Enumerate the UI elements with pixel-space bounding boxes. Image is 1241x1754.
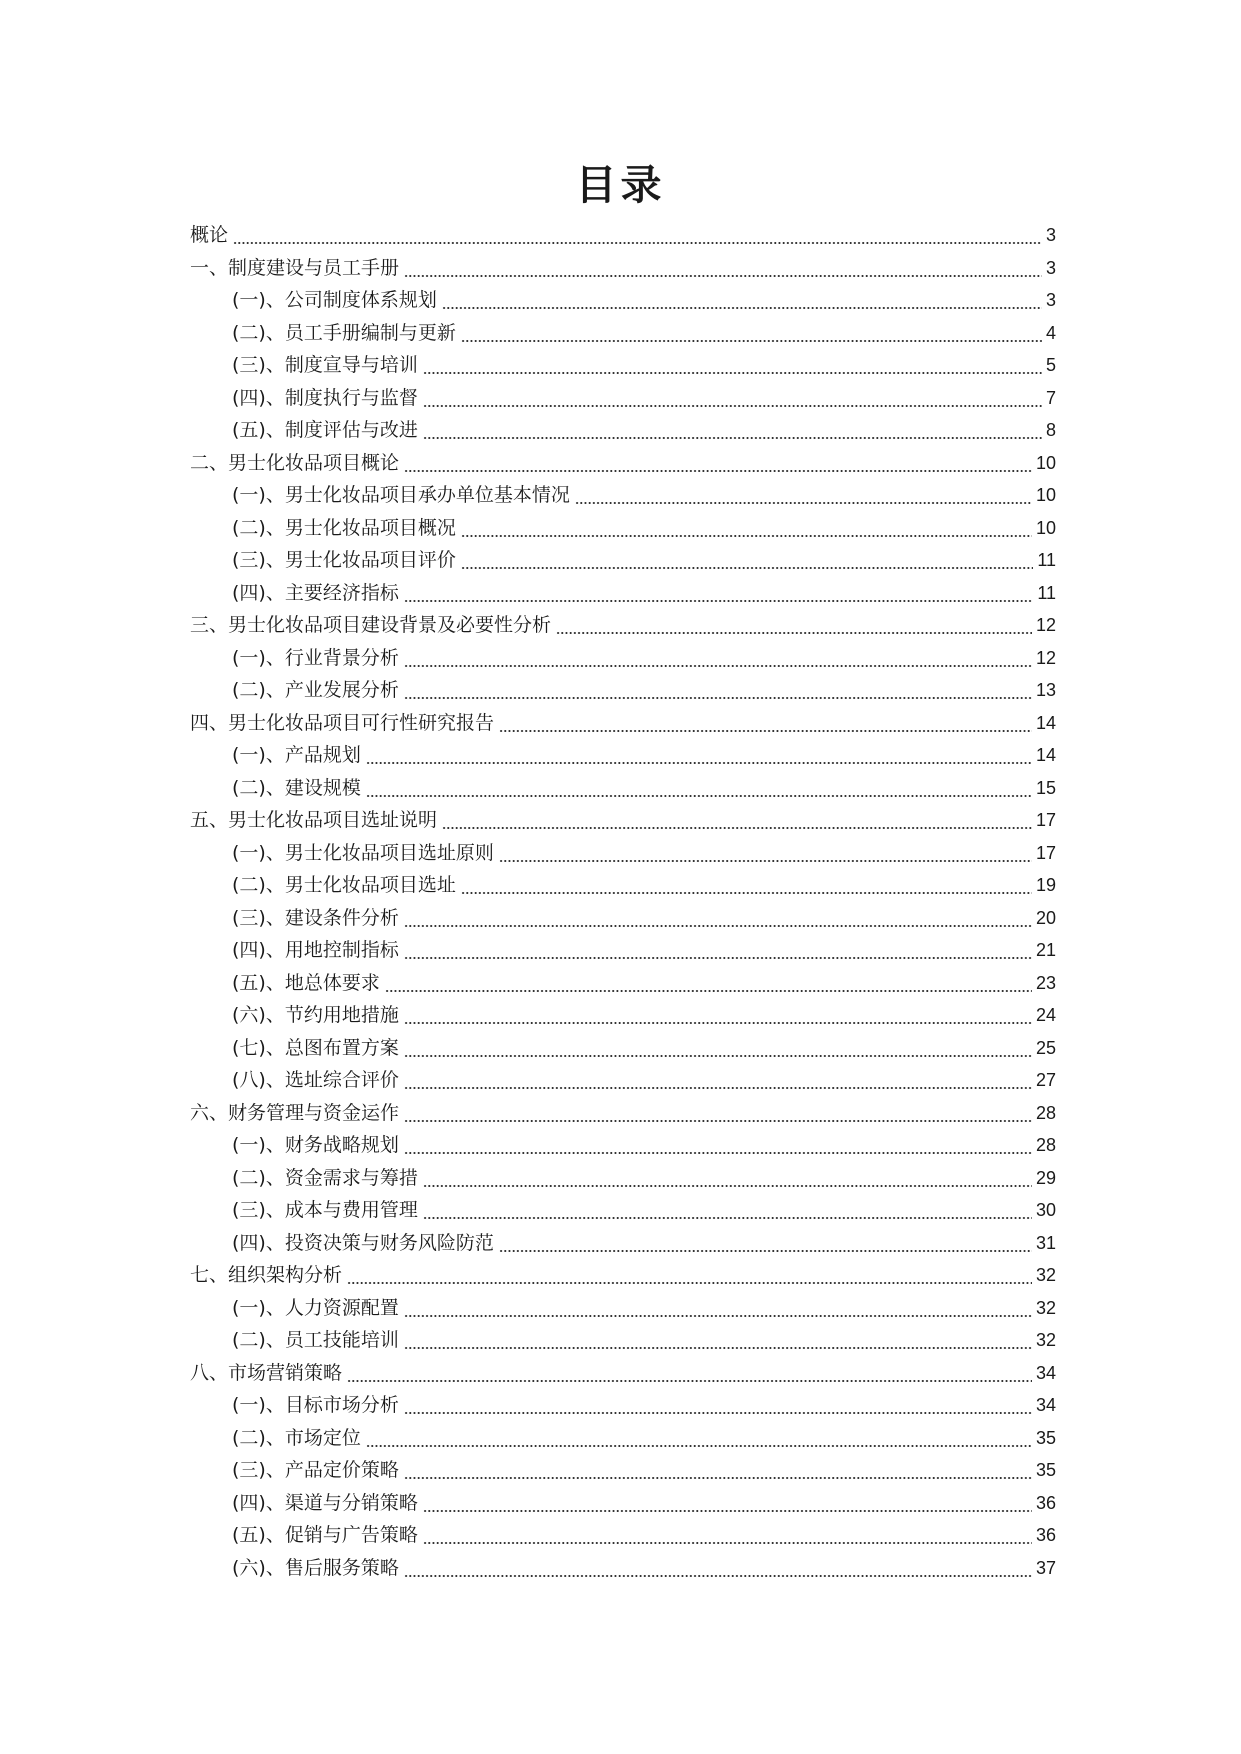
toc-entry-page-number: 28	[1035, 1135, 1056, 1155]
toc-entry[interactable]	[190, 219, 1056, 252]
toc-entry-label: (一)、男士化妆品项目选址原则	[232, 841, 494, 864]
toc-entry-label: (二)、男士化妆品项目概况	[232, 516, 456, 539]
toc-entry-page-number: 3	[1045, 225, 1056, 245]
toc-entry-page-number: 10	[1035, 517, 1056, 538]
toc-entry[interactable]	[190, 642, 1056, 675]
toc-list	[190, 219, 1056, 1584]
toc-entry[interactable]	[190, 1552, 1056, 1585]
toc-entry-label: 三、男士化妆品项目建设背景及必要性分析	[190, 614, 552, 636]
toc-entry-label: (一)、目标市场分析	[232, 1394, 399, 1416]
toc-entry-page-number: 8	[1045, 420, 1056, 440]
dot-leader	[404, 923, 1032, 929]
dot-leader	[499, 858, 1032, 864]
dot-leader	[404, 1053, 1032, 1059]
toc-entry-page-number: 27	[1035, 1070, 1056, 1090]
dot-leader	[347, 1280, 1032, 1286]
dot-leader	[423, 1508, 1032, 1514]
dot-leader	[404, 1150, 1032, 1156]
toc-entry-label: (三)、男士化妆品项目评价	[232, 549, 456, 571]
toc-entry[interactable]	[190, 1487, 1056, 1520]
toc-entry[interactable]	[190, 772, 1056, 805]
dot-leader	[575, 500, 1032, 506]
toc-entry-page-number: 35	[1035, 1427, 1056, 1448]
toc-entry-page-number: 29	[1035, 1167, 1056, 1188]
toc-entry-page-number: 11	[1037, 550, 1056, 570]
dot-leader	[404, 1345, 1032, 1351]
toc-entry[interactable]	[190, 1162, 1056, 1195]
toc-entry-label: (二)、男士化妆品项目选址	[232, 874, 456, 896]
toc-entry-label: (四)、主要经济指标	[232, 581, 399, 604]
toc-entry-label: (四)、渠道与分销策略	[232, 1491, 418, 1514]
toc-entry[interactable]	[190, 1064, 1056, 1097]
toc-entry[interactable]	[190, 1292, 1056, 1325]
toc-entry-label: 概论	[190, 224, 229, 246]
toc-entry[interactable]	[190, 869, 1056, 902]
toc-entry-page-number: 11	[1037, 582, 1056, 603]
dot-leader	[404, 273, 1042, 279]
toc-entry-label: (一)、人力资源配置	[232, 1296, 399, 1319]
toc-entry-label: (三)、成本与费用管理	[232, 1199, 418, 1221]
toc-entry-label: (二)、产业发展分析	[232, 679, 399, 701]
toc-entry-page-number: 14	[1035, 745, 1056, 765]
toc-entry-page-number: 5	[1045, 355, 1056, 375]
toc-entry[interactable]	[190, 414, 1056, 447]
toc-entry-label: (二)、员工技能培训	[232, 1329, 399, 1351]
dot-leader	[404, 1118, 1032, 1124]
toc-entry-label: (三)、制度宣导与培训	[232, 354, 418, 376]
toc-entry[interactable]	[190, 902, 1056, 935]
toc-entry-label: 四、男士化妆品项目可行性研究报告	[190, 711, 495, 734]
dot-leader	[404, 1020, 1032, 1026]
dot-leader	[423, 370, 1042, 376]
dot-leader	[423, 1540, 1032, 1546]
dot-leader	[404, 1085, 1032, 1091]
toc-entry[interactable]	[190, 1357, 1056, 1390]
toc-entry-label: (四)、用地控制指标	[232, 939, 399, 961]
toc-entry-page-number: 34	[1035, 1395, 1056, 1415]
toc-entry-label: (一)、产品规划	[232, 744, 361, 766]
dot-leader	[461, 533, 1032, 539]
toc-entry-page-number: 10	[1035, 485, 1056, 505]
toc-entry-label: 八、市场营销策略	[190, 1361, 343, 1384]
toc-entry-page-number: 10	[1035, 452, 1056, 473]
dot-leader	[423, 1215, 1032, 1221]
toc-entry-label: 二、男士化妆品项目概论	[190, 451, 400, 474]
dot-leader	[404, 468, 1032, 474]
toc-entry-page-number: 28	[1035, 1102, 1056, 1123]
toc-entry-page-number: 36	[1035, 1525, 1056, 1545]
toc-entry[interactable]	[190, 479, 1056, 512]
dot-leader	[404, 695, 1032, 701]
toc-entry-label: (二)、建设规模	[232, 776, 361, 799]
dot-leader	[499, 1248, 1032, 1254]
toc-entry-label: 一、制度建设与员工手册	[190, 256, 400, 279]
toc-entry[interactable]	[190, 349, 1056, 382]
toc-entry[interactable]	[190, 447, 1056, 480]
dot-leader	[366, 760, 1032, 766]
toc-entry[interactable]	[190, 1097, 1056, 1130]
toc-entry-label: (四)、投资决策与财务风险防范	[232, 1231, 494, 1254]
toc-entry-page-number: 30	[1035, 1200, 1056, 1220]
toc-entry[interactable]	[190, 1519, 1056, 1552]
toc-entry[interactable]	[190, 284, 1056, 317]
toc-entry-label: (六)、售后服务策略	[232, 1556, 399, 1579]
toc-entry-page-number: 34	[1035, 1362, 1056, 1383]
toc-entry-label: (八)、选址综合评价	[232, 1069, 399, 1091]
dot-leader	[499, 728, 1032, 734]
toc-entry-page-number: 21	[1035, 940, 1056, 960]
dot-leader	[423, 435, 1042, 441]
toc-entry-page-number: 13	[1035, 680, 1056, 700]
toc-entry-label: (七)、总图布置方案	[232, 1036, 399, 1059]
toc-entry-page-number: 17	[1035, 842, 1056, 863]
toc-entry[interactable]	[190, 1032, 1056, 1065]
toc-entry[interactable]	[190, 1194, 1056, 1227]
toc-entry[interactable]	[190, 804, 1056, 837]
toc-entry[interactable]	[190, 934, 1056, 967]
dot-leader	[404, 1475, 1032, 1481]
toc-entry-page-number: 12	[1035, 615, 1056, 635]
dot-leader	[442, 305, 1042, 311]
dot-leader	[404, 598, 1033, 604]
dot-leader	[366, 1443, 1032, 1449]
toc-entry-page-number: 24	[1035, 1005, 1056, 1025]
dot-leader	[461, 565, 1033, 571]
toc-entry-page-number: 25	[1035, 1037, 1056, 1058]
toc-entry[interactable]	[190, 1422, 1056, 1455]
toc-entry-label: (三)、建设条件分析	[232, 906, 399, 929]
toc-entry-label: (一)、公司制度体系规划	[232, 289, 437, 311]
dot-leader	[385, 988, 1032, 994]
toc-title: 目录	[575, 161, 666, 209]
toc-entry[interactable]	[190, 577, 1056, 610]
toc-entry-label: (一)、男士化妆品项目承办单位基本情况	[232, 484, 570, 506]
toc-entry-label: (二)、市场定位	[232, 1426, 361, 1449]
dot-leader	[404, 1410, 1032, 1416]
toc-entry-page-number: 32	[1035, 1330, 1056, 1350]
toc-entry[interactable]	[190, 707, 1056, 740]
toc-entry-page-number: 7	[1045, 387, 1056, 408]
toc-entry[interactable]	[190, 252, 1056, 285]
toc-entry-page-number: 37	[1035, 1557, 1056, 1578]
dot-leader	[404, 1313, 1032, 1319]
toc-entry-page-number: 20	[1035, 907, 1056, 928]
toc-entry-label: (一)、行业背景分析	[232, 646, 399, 669]
toc-entry-page-number: 3	[1045, 290, 1056, 310]
dot-leader	[233, 240, 1042, 246]
dot-leader	[423, 1183, 1032, 1189]
toc-entry[interactable]	[190, 1259, 1056, 1292]
toc-entry-label: (三)、产品定价策略	[232, 1459, 399, 1481]
toc-entry-label: (五)、制度评估与改进	[232, 419, 418, 441]
toc-entry-label: 五、男士化妆品项目选址说明	[190, 809, 438, 831]
toc-entry-label: (六)、节约用地措施	[232, 1004, 399, 1026]
dot-leader	[556, 630, 1032, 636]
toc-entry-page-number: 17	[1035, 810, 1056, 830]
toc-entry-label: (五)、促销与广告策略	[232, 1524, 418, 1546]
toc-entry[interactable]	[190, 739, 1056, 772]
toc-entry-label: (二)、员工手册编制与更新	[232, 321, 456, 344]
toc-entry[interactable]	[190, 1324, 1056, 1357]
toc-entry[interactable]	[190, 674, 1056, 707]
toc-entry-label: (五)、地总体要求	[232, 971, 380, 994]
toc-entry-page-number: 36	[1035, 1492, 1056, 1513]
dot-leader	[366, 793, 1032, 799]
toc-entry[interactable]	[190, 317, 1056, 350]
toc-entry[interactable]	[190, 382, 1056, 415]
dot-leader	[347, 1378, 1032, 1384]
toc-entry-page-number: 19	[1035, 875, 1056, 895]
toc-entry-page-number: 12	[1035, 647, 1056, 668]
toc-entry[interactable]	[190, 1389, 1056, 1422]
toc-entry-page-number: 32	[1035, 1297, 1056, 1318]
dot-leader	[404, 1573, 1032, 1579]
toc-entry-page-number: 15	[1035, 777, 1056, 798]
toc-entry-page-number: 35	[1035, 1460, 1056, 1480]
toc-entry[interactable]	[190, 837, 1056, 870]
dot-leader	[404, 663, 1032, 669]
toc-entry-page-number: 3	[1045, 257, 1056, 278]
toc-entry-label: (一)、财务战略规划	[232, 1134, 399, 1156]
dot-leader	[423, 403, 1042, 409]
dot-leader	[461, 338, 1042, 344]
toc-entry[interactable]	[190, 1454, 1056, 1487]
toc-entry-page-number: 31	[1035, 1232, 1056, 1253]
toc-entry-label: 六、财务管理与资金运作	[190, 1101, 400, 1124]
toc-entry-page-number: 4	[1045, 322, 1056, 343]
toc-entry[interactable]	[190, 999, 1056, 1032]
toc-entry[interactable]	[190, 512, 1056, 545]
toc-entry-page-number: 32	[1035, 1265, 1056, 1285]
dot-leader	[461, 890, 1032, 896]
toc-entry-label: (四)、制度执行与监督	[232, 386, 418, 409]
dot-leader	[404, 955, 1032, 961]
toc-entry[interactable]	[190, 967, 1056, 1000]
toc-entry-label: (二)、资金需求与筹措	[232, 1166, 418, 1189]
dot-leader	[442, 825, 1032, 831]
toc-entry[interactable]	[190, 1227, 1056, 1260]
toc-entry[interactable]	[190, 544, 1056, 577]
toc-entry-page-number: 14	[1035, 712, 1056, 733]
toc-entry[interactable]	[190, 1129, 1056, 1162]
toc-entry-page-number: 23	[1035, 972, 1056, 993]
toc-entry[interactable]	[190, 609, 1056, 642]
toc-entry-label: 七、组织架构分析	[190, 1264, 343, 1286]
